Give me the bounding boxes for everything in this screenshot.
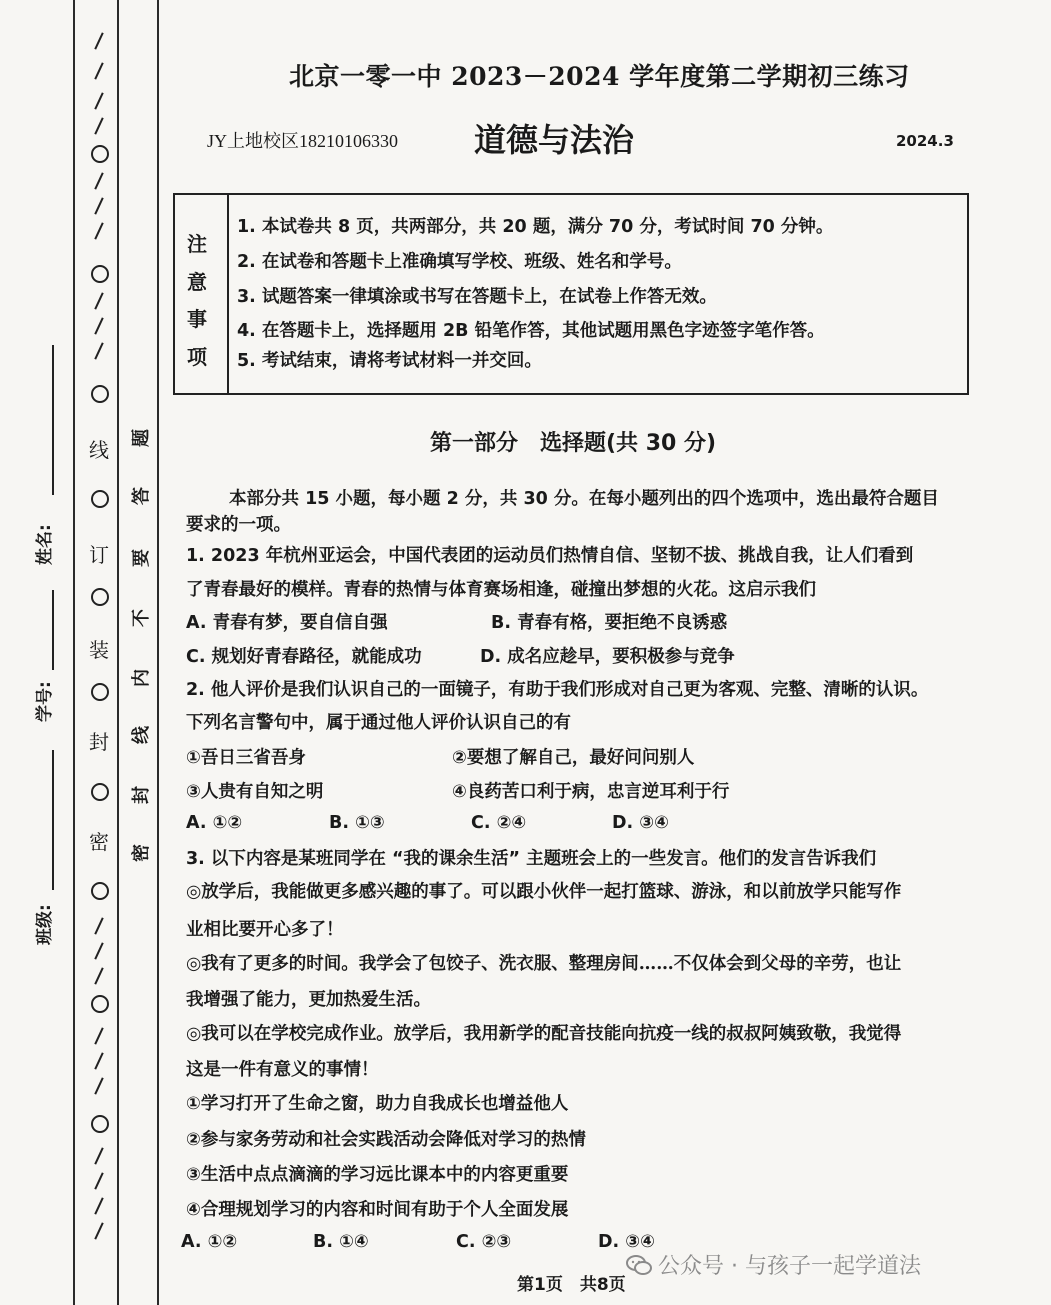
option-b[interactable]: B. 青春有格，要拒绝不良诱惑	[491, 613, 728, 633]
statement-item: ③人贵有自知之明	[186, 782, 324, 802]
warning-char: 答	[131, 487, 152, 505]
question-stem: 1. 2023 年杭州亚运会，中国代表团的运动员们热情自信、坚韧不拔、挑战自我，让人们看到	[186, 546, 914, 566]
warning-char: 线	[131, 726, 152, 744]
warning-char: 题	[131, 429, 152, 447]
subject-title: 道德与法治	[474, 121, 635, 159]
statement-item: ②要想了解自己，最好问问别人	[452, 748, 695, 768]
speech-line: 业相比要开心多了！	[186, 920, 344, 940]
notice-item: 5. 考试结束，请将考试材料一并交回。	[237, 351, 542, 371]
student-number-field[interactable]	[52, 590, 54, 670]
page-number: 第1页 共8页	[517, 1275, 626, 1295]
warning-char: 封	[131, 786, 152, 804]
exam-title: 北京一零一中 2023－2024 学年度第二学期初三练习	[289, 62, 910, 91]
name-field[interactable]	[52, 345, 54, 495]
speech-line: ◎放学后，我能做更多感兴趣的事了。可以跟小伙伴一起打篮球、游泳，和以前放学只能写作	[186, 882, 902, 902]
statement-item: ①吾日三省吾身	[186, 748, 306, 768]
seal-char-feng: 封	[89, 730, 109, 754]
option-b[interactable]: B. ①③	[329, 813, 385, 833]
seal-char-ding: 订	[89, 543, 109, 567]
speech-line: ◎我可以在学校完成作业。放学后，我用新学的配音技能向抗疫一线的叔叔阿姨致敬，我觉得	[186, 1024, 902, 1044]
statement-item: ④良药苦口利于病，忠言逆耳利于行	[452, 782, 730, 802]
notice-item: 3. 试题答案一律填涂或书写在答题卡上，在试卷上作答无效。	[237, 287, 717, 307]
watermark	[626, 1249, 921, 1280]
class-label: 班级:	[35, 904, 55, 945]
statement-item: ②参与家务劳动和社会实践活动会降低对学习的热情	[186, 1130, 586, 1150]
option-d[interactable]: D. ③④	[612, 813, 669, 833]
notice-label: 注 意 事 项	[175, 195, 229, 393]
notice-item: 2. 在试卷和答题卡上准确填写学校、班级、姓名和学号。	[237, 252, 682, 272]
seal-line	[84, 20, 114, 1260]
question-stem: 了青春最好的模样。青春的热情与体育赛场相逢，碰撞出梦想的火花。这启示我们	[186, 580, 816, 600]
exam-date: 2024.3	[896, 132, 954, 150]
warning-char: 不	[131, 609, 152, 627]
option-c[interactable]: C. ②③	[456, 1232, 512, 1252]
speech-line: 我增强了能力，更加热爱生活。	[186, 990, 431, 1010]
option-c[interactable]: C. 规划好青春路径，就能成功	[186, 647, 422, 667]
option-a[interactable]: A. ①②	[186, 813, 243, 833]
warning-char: 内	[131, 669, 152, 687]
speech-line: ◎我有了更多的时间。我学会了包饺子、洗衣服、整理房间……不仅体会到父母的辛劳，也让	[186, 954, 902, 974]
part-intro: 本部分共 15 小题，每小题 2 分，共 30 分。在每小题列出的四个选项中，选出最符合题目	[229, 489, 939, 509]
option-d[interactable]: D. 成名应趁早，要积极参与竞争	[480, 647, 735, 667]
seal-char-mi: 密	[89, 830, 109, 854]
section-title: 第一部分 选择题(共 30 分)	[430, 431, 717, 456]
student-number-label: 学号:	[35, 681, 55, 722]
option-c[interactable]: C. ②④	[471, 813, 527, 833]
wechat-icon	[626, 1254, 652, 1276]
seal-char-xian: 线	[89, 438, 109, 462]
option-a[interactable]: A. ①②	[181, 1232, 238, 1252]
name-label: 姓名:	[35, 524, 55, 565]
part-intro: 要求的一项。	[186, 515, 291, 535]
campus-text: JY上地校区18210106330	[207, 131, 399, 151]
seal-char-zhuang: 装	[89, 638, 109, 662]
question-stem: 2. 他人评价是我们认识自己的一面镜子，有助于我们形成对自己更为客观、完整、清晰的认识。	[186, 680, 929, 700]
option-a[interactable]: A. 青春有梦，要自信自强	[186, 613, 388, 633]
speech-line: 这是一件有意义的事情！	[186, 1060, 379, 1080]
notice-box	[173, 193, 969, 395]
option-d[interactable]: D. ③④	[598, 1232, 655, 1252]
question-stem: 下列名言警句中，属于通过他人评价认识自己的有	[186, 713, 571, 733]
watermark-text: 公众号 · 与孩子一起学道法	[658, 1254, 921, 1279]
warning-char: 要	[131, 549, 152, 567]
notice-item: 4. 在答题卡上，选择题用 2B 铅笔作答，其他试题用黑色字迹签字笔作答。	[237, 321, 825, 341]
statement-item: ④合理规划学习的内容和时间有助于个人全面发展	[186, 1200, 569, 1220]
class-field[interactable]	[52, 750, 54, 890]
option-b[interactable]: B. ①④	[313, 1232, 369, 1252]
statement-item: ①学习打开了生命之窗，助力自我成长也增益他人	[186, 1094, 569, 1114]
notice-item: 1. 本试卷共 8 页，共两部分，共 20 题，满分 70 分，考试时间 70 分钟。	[237, 217, 834, 237]
question-stem: 3. 以下内容是某班同学在 “我的课余生活” 主题班会上的一些发言。他们的发言告诉我们	[186, 849, 877, 869]
warning-char: 密	[131, 844, 152, 862]
statement-item: ③生活中点点滴滴的学习远比课本中的内容更重要	[186, 1165, 569, 1185]
